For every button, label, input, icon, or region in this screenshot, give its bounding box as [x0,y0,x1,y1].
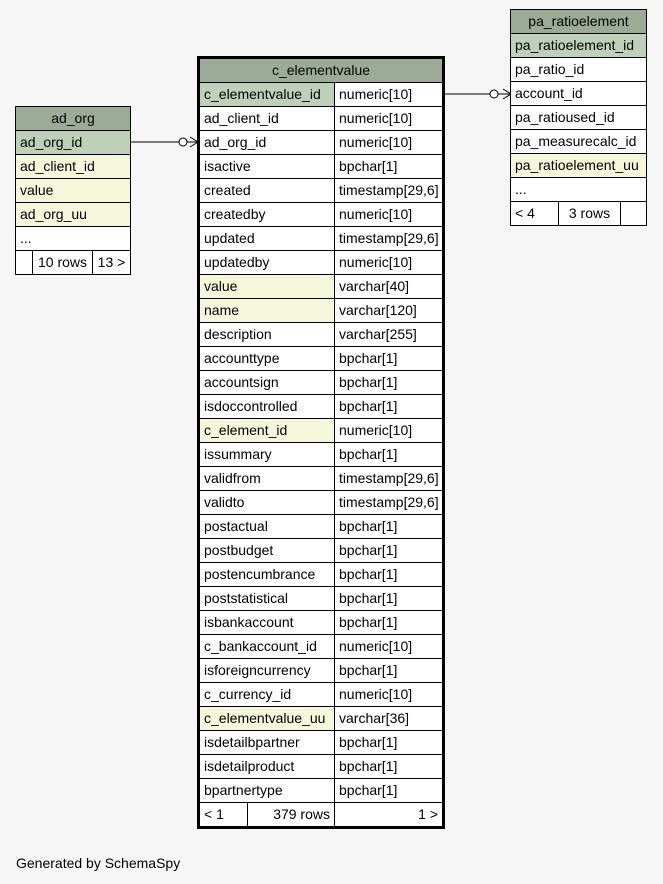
column-type: timestamp[29,6] [339,230,439,246]
column-name: ad_client_id [200,107,335,130]
pa-ratioelement-table[interactable] [510,9,647,226]
column-row[interactable] [200,563,442,587]
footer-child-count [621,202,646,225]
column-type: bpchar[1] [339,158,398,174]
column-name: ad_org_id [16,131,130,154]
column-name: postactual [200,515,335,538]
column-type: numeric[10] [339,686,413,702]
column-row[interactable] [200,419,442,443]
column-row[interactable] [200,683,442,707]
column-row[interactable] [200,779,442,802]
column-row[interactable] [200,371,442,395]
footer-parent-count: < 4 [511,202,559,225]
column-name: isbankaccount [200,611,335,634]
column-list [511,34,646,201]
column-row[interactable] [200,539,442,563]
column-name: pa_ratioelement_id [511,34,646,57]
column-name: updatedby [200,251,335,274]
footer-row-count: 379 rows [248,803,335,826]
column-row[interactable] [200,347,442,371]
column-name: postbudget [200,539,335,562]
column-name: pa_ratioused_id [515,109,615,125]
column-type: numeric[10] [339,422,413,438]
column-name: issummary [200,443,335,466]
column-name: c_elementvalue_uu [200,707,335,730]
ad-org-table[interactable] [15,106,131,275]
footer-row-count: 3 rows [559,202,621,225]
column-type: timestamp[29,6] [339,470,439,486]
column-row[interactable] [200,731,442,755]
column-name: ad_org_uu [16,203,130,226]
column-row[interactable] [511,82,646,106]
column-type: varchar[255] [339,326,417,342]
column-type: varchar[40] [339,278,410,294]
column-row[interactable] [200,155,442,179]
column-name: isdoccontrolled [200,395,335,418]
column-name: pa_ratioelement_uu [511,154,646,177]
column-name: isforeigncurrency [200,659,335,682]
column-type: bpchar[1] [339,374,398,390]
column-name: pa_measurecalc_id [515,133,637,149]
column-row[interactable] [200,131,442,155]
footer-child-count: 1 > [418,806,438,822]
column-name: description [200,323,335,346]
column-type: bpchar[1] [339,734,398,750]
column-row[interactable] [200,227,442,251]
column-type: bpchar[1] [339,758,398,774]
column-type: bpchar[1] [339,782,398,798]
column-name: account_id [515,85,583,101]
column-row[interactable] [200,275,442,299]
table-footer [16,250,130,274]
column-row[interactable] [200,755,442,779]
column-row[interactable] [16,179,130,203]
column-name: value [16,179,130,202]
column-name: ad_client_id [16,155,130,178]
column-name: value [200,275,335,298]
column-name: c_bankaccount_id [200,635,335,658]
column-row[interactable] [200,251,442,275]
column-row[interactable] [200,299,442,323]
column-name: poststatistical [200,587,335,610]
column-row[interactable] [511,58,646,82]
column-row[interactable] [200,395,442,419]
column-type: bpchar[1] [339,614,398,630]
column-type: numeric[10] [339,110,413,126]
column-list [200,83,442,802]
column-type: numeric[10] [339,134,413,150]
c-elementvalue-table[interactable] [197,56,445,829]
column-row[interactable] [200,107,442,131]
column-row[interactable] [511,178,646,201]
column-type: bpchar[1] [339,662,398,678]
column-name: ad_org_id [200,131,335,154]
column-name: validto [200,491,335,514]
column-row[interactable] [200,83,442,107]
column-name: isdetailproduct [200,755,335,778]
footer-parent-count [16,251,33,274]
column-row[interactable] [511,34,646,58]
column-type: bpchar[1] [339,398,398,414]
column-type: bpchar[1] [339,446,398,462]
column-row[interactable] [16,227,130,250]
column-name: created [200,179,335,202]
column-row[interactable] [200,635,442,659]
elementvalue-to-ratioelement-link [444,89,511,99]
column-list [16,131,130,250]
column-type: numeric[10] [339,254,413,270]
column-name: validfrom [200,467,335,490]
column-row[interactable] [16,203,130,227]
column-row[interactable] [511,130,646,154]
column-name: c_currency_id [200,683,335,706]
column-row[interactable] [200,203,442,227]
column-name: accounttype [200,347,335,370]
table-footer [200,802,442,826]
table-title[interactable]: pa_ratioelement [511,10,646,34]
table-title[interactable]: c_elementvalue [200,59,442,83]
column-name: createdby [200,203,335,226]
column-name: name [200,299,335,322]
column-row[interactable] [200,587,442,611]
ad-org-to-elementvalue-link [131,137,198,147]
column-name: pa_ratio_id [515,61,585,77]
column-row[interactable] [200,491,442,515]
column-type: numeric[10] [339,638,413,654]
column-row[interactable] [200,515,442,539]
table-title[interactable]: ad_org [16,107,130,131]
column-type: timestamp[29,6] [339,182,439,198]
column-type: varchar[36] [339,710,410,726]
footer-parent-count: < 1 [200,803,248,826]
column-name: bpartnertype [200,779,335,802]
column-name: postencumbrance [200,563,335,586]
column-type: numeric[10] [339,206,413,222]
column-row[interactable] [511,106,646,130]
column-row[interactable] [16,155,130,179]
column-name: isactive [200,155,335,178]
column-row[interactable] [200,323,442,347]
column-type: bpchar[1] [339,542,398,558]
column-type: bpchar[1] [339,518,398,534]
column-type: bpchar[1] [339,350,398,366]
column-type: bpchar[1] [339,590,398,606]
column-name: ... [20,230,32,246]
column-row[interactable] [200,707,442,731]
footer-child-count: 13 > [97,254,126,270]
column-row[interactable] [511,154,646,178]
footer-row-count: 10 rows [33,251,93,274]
column-row[interactable] [200,659,442,683]
column-row[interactable] [200,443,442,467]
table-footer [511,201,646,225]
column-type: numeric[10] [339,86,413,102]
column-row[interactable] [200,467,442,491]
column-type: varchar[120] [339,302,417,318]
column-name: updated [200,227,335,250]
column-row[interactable] [16,131,130,155]
column-name: c_element_id [200,419,335,442]
column-name: c_elementvalue_id [200,83,335,106]
column-row[interactable] [200,179,442,203]
column-name: accountsign [200,371,335,394]
column-type: timestamp[29,6] [339,494,439,510]
column-type: bpchar[1] [339,566,398,582]
column-name: isdetailbpartner [200,731,335,754]
generated-by-label: Generated by SchemaSpy [16,855,181,871]
column-name: ... [515,181,527,197]
column-row[interactable] [200,611,442,635]
